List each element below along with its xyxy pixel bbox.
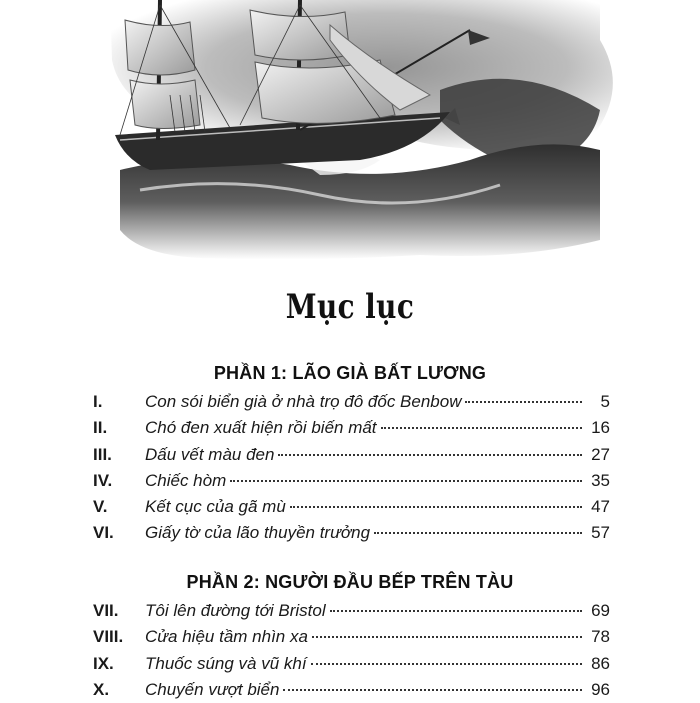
dot-leader [465, 401, 582, 403]
part-2-entries [93, 598, 610, 703]
chapter-numeral: II. [93, 418, 108, 438]
toc-entry[interactable] [93, 598, 610, 624]
sailing-ship-illustration [0, 0, 700, 280]
chapter-title: Giấy tờ của lão thuyền trưởng [145, 523, 371, 543]
page-number: 96 [591, 679, 610, 699]
chapter-title: Dấu vết màu đen [145, 444, 275, 464]
page-number: 57 [591, 523, 610, 543]
chapter-title: Chuyến vượt biển [145, 679, 280, 699]
chapter-numeral: VIII. [93, 627, 124, 647]
chapter-numeral: IV. [93, 470, 113, 490]
chapter-title: Tôi lên đường tới Bristol [145, 601, 326, 620]
toc-entry[interactable] [93, 624, 610, 650]
part-2-heading: PHẦN 2: NGƯỜI ĐẦU BẾP TRÊN TÀU [186, 572, 514, 592]
dot-leader [278, 454, 582, 456]
dot-leader [381, 427, 582, 429]
chapter-numeral: I. [93, 392, 103, 411]
dot-leader [230, 480, 582, 482]
chapter-title: Kết cục của gã mù [145, 497, 286, 517]
chapter-numeral: IX. [93, 653, 114, 673]
page-number: 35 [591, 470, 610, 490]
toc-entry[interactable] [93, 520, 610, 546]
page-number: 69 [591, 601, 610, 620]
chapter-numeral: V. [93, 497, 108, 517]
dot-leader [311, 663, 582, 665]
dot-leader [374, 532, 582, 534]
toc-entry[interactable] [93, 677, 610, 703]
chapter-title: Cửa hiệu tầm nhìn xa [145, 627, 308, 647]
toc-entry[interactable] [93, 651, 610, 677]
chapter-title: Chó đen xuất hiện rồi biến mất [145, 418, 377, 438]
page-number: 86 [591, 653, 610, 673]
chapter-title: Con sói biển già ở nhà trọ đô đốc Benbow [145, 392, 462, 411]
page-number: 47 [591, 497, 610, 517]
chapter-title: Thuốc súng và vũ khí [145, 653, 307, 673]
chapter-numeral: VI. [93, 523, 114, 543]
page-number: 27 [591, 444, 610, 464]
toc-title: Mục lục [285, 287, 415, 327]
chapter-numeral: X. [93, 679, 110, 699]
part-1-heading: PHẦN 1: LÃO GIÀ BẤT LƯƠNG [213, 363, 487, 383]
chapter-numeral: III. [93, 444, 112, 464]
toc-entry[interactable] [93, 442, 610, 468]
toc-entry[interactable] [93, 468, 610, 494]
toc-entry[interactable] [93, 494, 610, 520]
page-number: 16 [591, 418, 610, 438]
chapter-numeral: VII. [93, 601, 119, 620]
page-number: 78 [591, 627, 610, 647]
dot-leader [330, 610, 582, 612]
toc-entry[interactable] [93, 415, 610, 441]
dot-leader [283, 689, 582, 691]
dot-leader [290, 506, 582, 508]
chapter-title: Chiếc hòm [145, 470, 227, 490]
toc-entry[interactable] [93, 389, 610, 415]
part-1-entries [93, 389, 610, 547]
dot-leader [312, 636, 582, 638]
page-number: 5 [600, 392, 610, 411]
